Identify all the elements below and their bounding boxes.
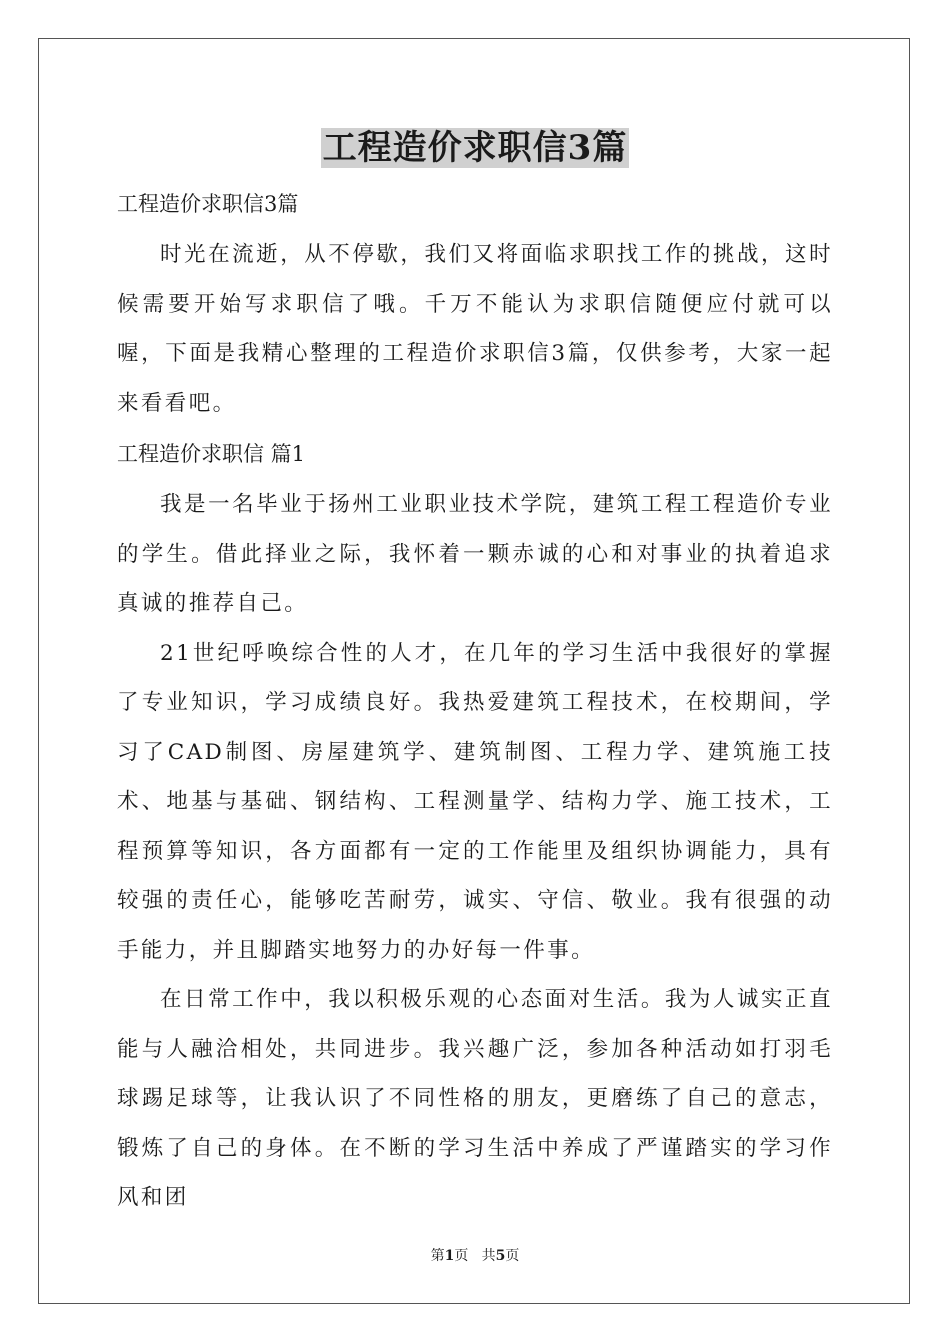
document-title (0, 124, 950, 172)
document-subtitle: 工程造价求职信3篇 (117, 192, 299, 216)
section-heading: 工程造价求职信 篇1 (117, 442, 306, 466)
footer-suffix: 页 (505, 1248, 520, 1264)
footer-prefix: 第 (430, 1248, 445, 1264)
document-title-text: 工程造价求职信3篇 (322, 128, 628, 168)
document-body (117, 178, 833, 1223)
body-paragraph-3: 在日常工作中，我以积极乐观的心态面对生活。我为人诚实正直能与人融洽相处，共同进步。我兴趣广泛，参加各种活动如打羽毛球踢足球等，让我认识了不同性格的朋友，更磨练了自己的意志，锻炼了自己的身体。在不断的学习生活中养成了严谨踏实的学习作风和团 (117, 987, 833, 1210)
intro-paragraph: 时光在流逝，从不停歇，我们又将面临求职找工作的挑战，这时候需要开始写求职信了哦。千万不能认为求职信随便应付就可以喔，下面是我精心整理的工程造价求职信3篇，仅供参考，大家一起来看看吧。 (117, 242, 833, 416)
page-footer (0, 1246, 950, 1266)
footer-page-current: 1 (444, 1248, 455, 1264)
footer-page-total: 5 (495, 1248, 506, 1264)
body-paragraph-2: 21世纪呼唤综合性的人才，在几年的学习生活中我很好的掌握了专业知识，学习成绩良好。我热爱建筑工程技术，在校期间，学习了CAD制图、房屋建筑学、建筑制图、工程力学、建筑施工技术、地基与基础、钢结构、工程测量学、结构力学、施工技术，工程预算等知识，各方面都有一定的工作能里及组织协调能力，具有较强的责任心，能够吃苦耐劳，诚实、守信、敬业。我有很强的动手能力，并且脚踏实地努力的办好每一件事。 (117, 640, 833, 963)
footer-mid: 页 共 (454, 1248, 496, 1264)
body-paragraph-1: 我是一名毕业于扬州工业职业技术学院，建筑工程工程造价专业的学生。借此择业之际，我怀着一颗赤诚的心和对事业的执着追求真诚的推荐自己。 (117, 492, 833, 616)
